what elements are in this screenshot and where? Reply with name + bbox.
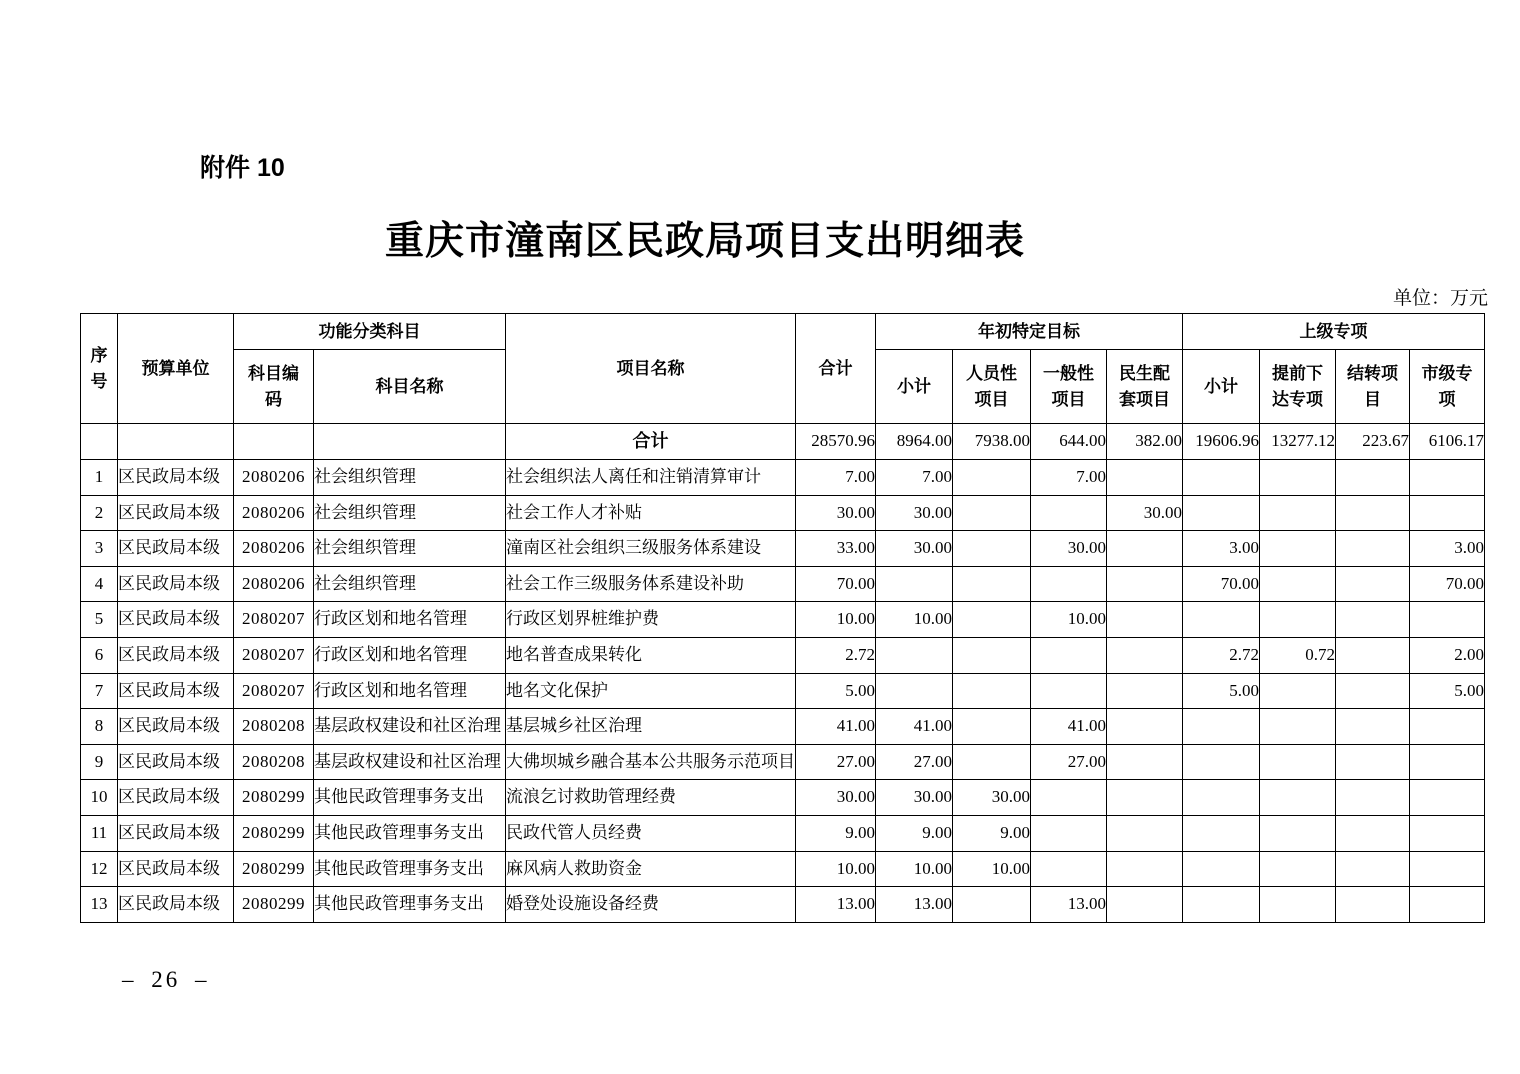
cell-seq: 12 <box>81 851 118 887</box>
cell-subject-name: 社会组织管理 <box>314 460 506 496</box>
cell-budget-unit: 区民政局本级 <box>118 744 234 780</box>
cell-project-name: 大佛坝城乡融合基本公共服务示范项目 <box>506 744 796 780</box>
cell-seq: 9 <box>81 744 118 780</box>
cell-up-advance <box>1260 709 1336 745</box>
cell-budget-unit: 区民政局本级 <box>118 673 234 709</box>
cell-yb-livelihood <box>1107 887 1183 923</box>
cell-budget-unit <box>118 424 234 460</box>
header-up-carryover-project: 结转项目 <box>1336 350 1410 424</box>
header-functional-classification-group: 功能分类科目 <box>234 314 506 350</box>
cell-up-carryover: 223.67 <box>1336 424 1410 460</box>
cell-yb-livelihood <box>1107 566 1183 602</box>
cell-subject-name: 基层政权建设和社区治理 <box>314 744 506 780</box>
cell-budget-unit: 区民政局本级 <box>118 566 234 602</box>
cell-subject-code: 2080207 <box>234 637 314 673</box>
cell-up-advance <box>1260 495 1336 531</box>
cell-yb-subtotal: 30.00 <box>876 531 953 567</box>
cell-total: 27.00 <box>796 744 876 780</box>
header-subject-code: 科目编码 <box>234 350 314 424</box>
cell-total: 70.00 <box>796 566 876 602</box>
header-project-name: 项目名称 <box>506 314 796 424</box>
cell-yb-personnel <box>953 673 1031 709</box>
cell-seq: 5 <box>81 602 118 638</box>
cell-yb-personnel: 30.00 <box>953 780 1031 816</box>
cell-up-advance <box>1260 851 1336 887</box>
cell-budget-unit: 区民政局本级 <box>118 495 234 531</box>
cell-total: 33.00 <box>796 531 876 567</box>
header-yb-personnel-project: 人员性项目 <box>953 350 1031 424</box>
cell-yb-subtotal: 30.00 <box>876 780 953 816</box>
cell-total: 10.00 <box>796 602 876 638</box>
cell-subject-code: 2080206 <box>234 495 314 531</box>
cell-seq: 1 <box>81 460 118 496</box>
cell-yb-general <box>1031 673 1107 709</box>
cell-project-name: 基层城乡社区治理 <box>506 709 796 745</box>
header-yb-livelihood-project: 民生配套项目 <box>1107 350 1183 424</box>
cell-seq: 10 <box>81 780 118 816</box>
table-row <box>81 495 1485 531</box>
cell-yb-subtotal <box>876 566 953 602</box>
cell-up-municipal: 70.00 <box>1410 566 1485 602</box>
cell-yb-general: 27.00 <box>1031 744 1107 780</box>
cell-yb-subtotal <box>876 673 953 709</box>
cell-yb-subtotal: 10.00 <box>876 602 953 638</box>
cell-yb-subtotal: 9.00 <box>876 815 953 851</box>
cell-yb-subtotal: 27.00 <box>876 744 953 780</box>
cell-yb-subtotal: 13.00 <box>876 887 953 923</box>
cell-total: 9.00 <box>796 815 876 851</box>
cell-project-name: 潼南区社会组织三级服务体系建设 <box>506 531 796 567</box>
cell-total: 30.00 <box>796 780 876 816</box>
cell-up-subtotal <box>1183 887 1260 923</box>
cell-yb-subtotal: 41.00 <box>876 709 953 745</box>
cell-yb-personnel <box>953 744 1031 780</box>
table-row <box>81 709 1485 745</box>
cell-yb-general: 10.00 <box>1031 602 1107 638</box>
cell-yb-personnel <box>953 709 1031 745</box>
cell-seq: 4 <box>81 566 118 602</box>
cell-seq: 2 <box>81 495 118 531</box>
cell-subject-code: 2080206 <box>234 531 314 567</box>
cell-seq: 11 <box>81 815 118 851</box>
cell-subject-code: 2080299 <box>234 851 314 887</box>
cell-up-advance <box>1260 602 1336 638</box>
table-row <box>81 673 1485 709</box>
header-seq: 序号 <box>81 314 118 424</box>
cell-subject-name: 行政区划和地名管理 <box>314 673 506 709</box>
cell-up-municipal <box>1410 744 1485 780</box>
cell-up-subtotal: 5.00 <box>1183 673 1260 709</box>
cell-project-name: 地名普查成果转化 <box>506 637 796 673</box>
cell-project-name: 流浪乞讨救助管理经费 <box>506 780 796 816</box>
page-title: 重庆市潼南区民政局项目支出明细表 <box>384 220 1025 263</box>
cell-project-name: 社会工作三级服务体系建设补助 <box>506 566 796 602</box>
cell-yb-personnel: 10.00 <box>953 851 1031 887</box>
page-number: – 26 – <box>122 967 210 992</box>
cell-budget-unit: 区民政局本级 <box>118 851 234 887</box>
cell-budget-unit: 区民政局本级 <box>118 887 234 923</box>
cell-subject-name: 社会组织管理 <box>314 495 506 531</box>
cell-budget-unit: 区民政局本级 <box>118 460 234 496</box>
cell-yb-subtotal <box>876 637 953 673</box>
cell-subject-name: 行政区划和地名管理 <box>314 637 506 673</box>
cell-up-carryover <box>1336 602 1410 638</box>
cell-yb-general: 41.00 <box>1031 709 1107 745</box>
header-upper-level-special-group: 上级专项 <box>1183 314 1485 350</box>
cell-yb-livelihood <box>1107 602 1183 638</box>
cell-yb-personnel: 7938.00 <box>953 424 1031 460</box>
cell-up-subtotal <box>1183 744 1260 780</box>
table-row <box>81 566 1485 602</box>
cell-total: 2.72 <box>796 637 876 673</box>
cell-subject-code: 2080207 <box>234 602 314 638</box>
cell-yb-livelihood: 382.00 <box>1107 424 1183 460</box>
cell-up-subtotal <box>1183 602 1260 638</box>
total-row <box>81 424 1485 460</box>
cell-project-name: 麻风病人救助资金 <box>506 851 796 887</box>
cell-up-subtotal <box>1183 851 1260 887</box>
cell-yb-personnel <box>953 495 1031 531</box>
cell-yb-subtotal: 30.00 <box>876 495 953 531</box>
cell-total: 30.00 <box>796 495 876 531</box>
cell-up-municipal <box>1410 602 1485 638</box>
cell-up-carryover <box>1336 531 1410 567</box>
total-label: 合计 <box>506 424 796 460</box>
cell-yb-subtotal: 7.00 <box>876 460 953 496</box>
cell-subject-code: 2080299 <box>234 780 314 816</box>
cell-yb-livelihood <box>1107 531 1183 567</box>
cell-up-subtotal <box>1183 709 1260 745</box>
cell-up-carryover <box>1336 744 1410 780</box>
cell-total: 5.00 <box>796 673 876 709</box>
cell-project-name: 婚登处设施设备经费 <box>506 887 796 923</box>
cell-yb-livelihood <box>1107 460 1183 496</box>
cell-subject-code: 2080206 <box>234 566 314 602</box>
cell-yb-general: 13.00 <box>1031 887 1107 923</box>
cell-seq: 13 <box>81 887 118 923</box>
header-year-begin-target-group: 年初特定目标 <box>876 314 1183 350</box>
cell-total: 13.00 <box>796 887 876 923</box>
attachment-label: 附件 10 <box>200 154 285 182</box>
table-row <box>81 531 1485 567</box>
cell-up-municipal <box>1410 709 1485 745</box>
cell-subject-code: 2080206 <box>234 460 314 496</box>
cell-up-municipal: 5.00 <box>1410 673 1485 709</box>
cell-up-carryover <box>1336 780 1410 816</box>
cell-up-municipal <box>1410 815 1485 851</box>
cell-up-carryover <box>1336 709 1410 745</box>
cell-up-subtotal <box>1183 495 1260 531</box>
cell-up-municipal <box>1410 495 1485 531</box>
header-up-advance-special: 提前下达专项 <box>1260 350 1336 424</box>
cell-yb-personnel <box>953 637 1031 673</box>
header-yb-general-project: 一般性项目 <box>1031 350 1107 424</box>
cell-subject-name <box>314 424 506 460</box>
cell-subject-name: 其他民政管理事务支出 <box>314 887 506 923</box>
cell-up-advance: 0.72 <box>1260 637 1336 673</box>
unit-note: 单位：万元 <box>1392 288 1488 309</box>
cell-yb-livelihood <box>1107 673 1183 709</box>
cell-up-subtotal <box>1183 815 1260 851</box>
cell-up-carryover <box>1336 815 1410 851</box>
cell-total: 41.00 <box>796 709 876 745</box>
cell-subject-code: 2080208 <box>234 709 314 745</box>
cell-up-municipal <box>1410 780 1485 816</box>
cell-yb-livelihood <box>1107 709 1183 745</box>
table-row <box>81 460 1485 496</box>
header-total: 合计 <box>796 314 876 424</box>
cell-subject-code: 2080208 <box>234 744 314 780</box>
cell-subject-code <box>234 424 314 460</box>
cell-subject-name: 其他民政管理事务支出 <box>314 815 506 851</box>
cell-yb-general <box>1031 495 1107 531</box>
cell-subject-name: 社会组织管理 <box>314 566 506 602</box>
cell-budget-unit: 区民政局本级 <box>118 815 234 851</box>
table-row <box>81 887 1485 923</box>
table-row <box>81 780 1485 816</box>
cell-project-name: 社会组织法人离任和注销清算审计 <box>506 460 796 496</box>
cell-total: 7.00 <box>796 460 876 496</box>
cell-yb-general <box>1031 566 1107 602</box>
cell-up-municipal: 3.00 <box>1410 531 1485 567</box>
cell-project-name: 社会工作人才补贴 <box>506 495 796 531</box>
header-budget-unit: 预算单位 <box>118 314 234 424</box>
cell-subject-code: 2080299 <box>234 887 314 923</box>
cell-up-carryover <box>1336 566 1410 602</box>
cell-yb-general: 30.00 <box>1031 531 1107 567</box>
cell-yb-general <box>1031 815 1107 851</box>
cell-subject-code: 2080207 <box>234 673 314 709</box>
cell-yb-subtotal: 8964.00 <box>876 424 953 460</box>
cell-up-municipal <box>1410 887 1485 923</box>
cell-budget-unit: 区民政局本级 <box>118 602 234 638</box>
cell-budget-unit: 区民政局本级 <box>118 780 234 816</box>
cell-up-advance <box>1260 744 1336 780</box>
cell-up-municipal: 2.00 <box>1410 637 1485 673</box>
cell-up-carryover <box>1336 887 1410 923</box>
cell-up-subtotal: 3.00 <box>1183 531 1260 567</box>
cell-yb-livelihood <box>1107 815 1183 851</box>
table-row <box>81 602 1485 638</box>
header-up-municipal-special: 市级专项 <box>1410 350 1485 424</box>
cell-budget-unit: 区民政局本级 <box>118 709 234 745</box>
cell-total: 28570.96 <box>796 424 876 460</box>
table-row <box>81 815 1485 851</box>
cell-seq: 3 <box>81 531 118 567</box>
cell-up-carryover <box>1336 637 1410 673</box>
cell-subject-name: 其他民政管理事务支出 <box>314 780 506 816</box>
cell-budget-unit: 区民政局本级 <box>118 637 234 673</box>
cell-subject-code: 2080299 <box>234 815 314 851</box>
cell-up-subtotal: 19606.96 <box>1183 424 1260 460</box>
cell-up-subtotal <box>1183 780 1260 816</box>
cell-yb-livelihood <box>1107 780 1183 816</box>
cell-subject-name: 基层政权建设和社区治理 <box>314 709 506 745</box>
cell-yb-livelihood <box>1107 851 1183 887</box>
cell-yb-livelihood <box>1107 744 1183 780</box>
cell-up-subtotal: 70.00 <box>1183 566 1260 602</box>
cell-yb-general <box>1031 851 1107 887</box>
table-row <box>81 637 1485 673</box>
cell-subject-name: 行政区划和地名管理 <box>314 602 506 638</box>
cell-up-municipal: 6106.17 <box>1410 424 1485 460</box>
cell-yb-personnel <box>953 887 1031 923</box>
table-header <box>81 314 1485 424</box>
cell-up-advance <box>1260 460 1336 496</box>
cell-project-name: 地名文化保护 <box>506 673 796 709</box>
header-yb-subtotal: 小计 <box>876 350 953 424</box>
cell-seq: 6 <box>81 637 118 673</box>
cell-yb-livelihood <box>1107 637 1183 673</box>
cell-up-advance: 13277.12 <box>1260 424 1336 460</box>
cell-subject-name: 其他民政管理事务支出 <box>314 851 506 887</box>
cell-subject-name: 社会组织管理 <box>314 531 506 567</box>
table-row <box>81 744 1485 780</box>
table-row <box>81 851 1485 887</box>
cell-yb-personnel <box>953 602 1031 638</box>
cell-seq: 8 <box>81 709 118 745</box>
cell-seq <box>81 424 118 460</box>
cell-up-advance <box>1260 887 1336 923</box>
cell-yb-personnel <box>953 566 1031 602</box>
cell-yb-personnel <box>953 531 1031 567</box>
cell-up-carryover <box>1336 851 1410 887</box>
cell-yb-general: 644.00 <box>1031 424 1107 460</box>
cell-yb-subtotal: 10.00 <box>876 851 953 887</box>
cell-yb-general <box>1031 637 1107 673</box>
cell-yb-general: 7.00 <box>1031 460 1107 496</box>
cell-yb-personnel <box>953 460 1031 496</box>
cell-up-subtotal: 2.72 <box>1183 637 1260 673</box>
cell-total: 10.00 <box>796 851 876 887</box>
cell-up-advance <box>1260 815 1336 851</box>
cell-project-name: 行政区划界桩维护费 <box>506 602 796 638</box>
cell-up-subtotal <box>1183 460 1260 496</box>
cell-up-advance <box>1260 531 1336 567</box>
cell-up-municipal <box>1410 851 1485 887</box>
cell-up-advance <box>1260 780 1336 816</box>
project-expenditure-table <box>80 313 1485 923</box>
cell-yb-livelihood: 30.00 <box>1107 495 1183 531</box>
header-up-subtotal: 小计 <box>1183 350 1260 424</box>
cell-project-name: 民政代管人员经费 <box>506 815 796 851</box>
cell-up-advance <box>1260 673 1336 709</box>
cell-yb-general <box>1031 780 1107 816</box>
cell-seq: 7 <box>81 673 118 709</box>
cell-up-carryover <box>1336 460 1410 496</box>
header-subject-name: 科目名称 <box>314 350 506 424</box>
cell-up-carryover <box>1336 673 1410 709</box>
cell-up-advance <box>1260 566 1336 602</box>
cell-up-carryover <box>1336 495 1410 531</box>
cell-budget-unit: 区民政局本级 <box>118 531 234 567</box>
cell-up-municipal <box>1410 460 1485 496</box>
cell-yb-personnel: 9.00 <box>953 815 1031 851</box>
